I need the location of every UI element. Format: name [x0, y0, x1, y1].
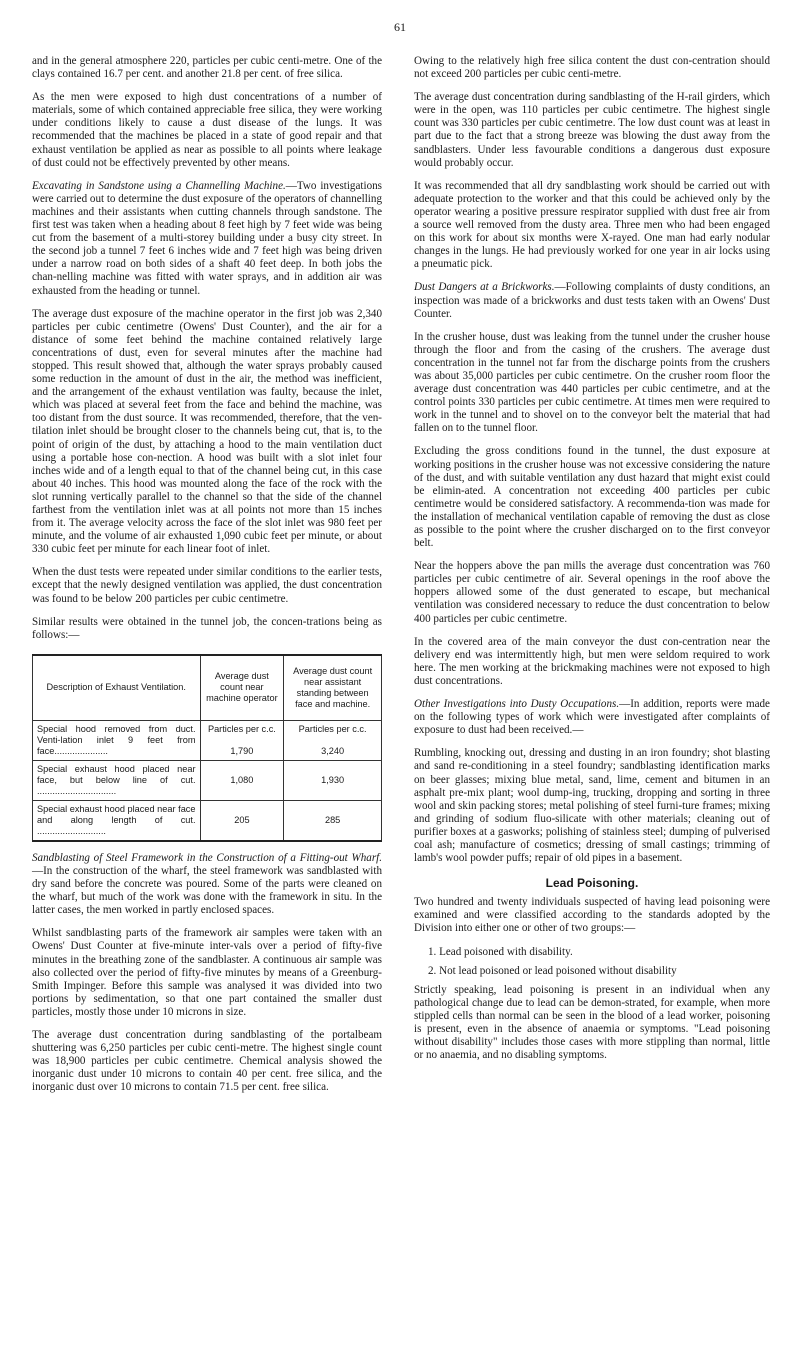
table-row	[33, 760, 382, 800]
section-heading: Sandblasting of Steel Framework in the Construction of a Fitting-out Wharf.	[32, 851, 382, 864]
right-column	[414, 55, 770, 1072]
table-header: Average dust count near assistant standing between face and machine.	[284, 655, 382, 721]
section-heading: Excavating in Sandstone using a Channelling Machine.	[32, 179, 286, 192]
paragraph: Near the hoppers above the pan mills the average dust concentration was 760 particles per cubic centimetre of air. Several openings in the roof above the hoppers allowed some of the dust generated to escape, but mechanical ventilation was considered necessary to reduce the dust concentration to below 400 particles per cubic centimetre.	[414, 560, 770, 625]
table-row	[33, 720, 382, 760]
section-heading: Dust Dangers at a Brickworks.	[414, 281, 555, 294]
paragraph	[414, 698, 770, 737]
table-cell: Special exhaust hood placed near face and along length of cut. ...........................	[33, 800, 201, 841]
paragraph	[32, 852, 382, 917]
table-row	[33, 800, 382, 841]
list-item: 2. Not lead poisoned or lead poisoned without disability	[428, 964, 677, 977]
lead-poisoning-heading: Lead Poisoning.	[545, 876, 639, 891]
paragraph-text: —Following complaints of dusty conditions, an inspection was made of a brickworks and dust tests taken with an Owens' Dust Counter.	[414, 281, 770, 320]
paragraph	[32, 180, 382, 298]
paragraph: When the dust tests were repeated under similar conditions to the earlier tests, except that the newly designed ventilation was applied, the dust concentration was found to be below 200 particles per cubic centimetre.	[32, 566, 382, 605]
table-header: Average dust count near machine operator	[200, 655, 284, 721]
unit-label: Particles per c.c.	[207, 723, 276, 734]
paragraph: It was recommended that all dry sandblasting work should be carried out with adequate protection to the worker and that this could be achieved only by the operator wearing a positive pressure respirator supplied with dust free air from a source well removed from the dusty area. Three men who had been engaged on this work for about six months were X-rayed. One man had early nodular changes in the lungs. He had previously worked for one year in air locks using a pneumatic pick.	[414, 179, 770, 271]
paragraph: In the covered area of the main conveyor the dust con-centration near the delivery end was intermittently high, but men were seldom required to work here. The men working at the brickmaking machines were not exposed to high dust concentrations.	[414, 635, 770, 687]
paragraph: As the men were exposed to high dust concentrations of a number of materials, some of which contained appreciable free silica, they were working under conditions likely to cause a dust disease of the lungs. It was recommended that the machines be placed in a state of good repair and that exhaust ventilation be applied as near as possible to all points where leakage of dust could not be effectively prevented by other means.	[32, 91, 382, 169]
paragraph: In the crusher house, dust was leaking from the tunnel under the crusher house through the floor and from the casing of the crushers. The average dust concentration in the tunnel not far from the discharge points from the crushers was about 35,000 particles per cubic centimetre. On the crusher room floor the average dust concentration was 440 particles per cubic centimetre, and at the control points 330 particles per cubic centimetre. At times men were required to work in the tunnel and to shovel on to the conveyor belt the material that had fallen on to the tunnel floor.	[414, 330, 770, 435]
ventilation-table	[32, 654, 382, 842]
paragraph: The average dust concentration during sandblasting of the H-rail girders, which were in the open, was 110 particles per cubic centimetre. The highest single count was 330 particles per cubic centimetre. The low dust count was at least in part due to the fact that a strong breeze was blowing the dust away from the sandblasters. Under less favourable conditions a dangerous dust exposure would probably occur.	[414, 91, 770, 169]
cell-value: 3,240	[321, 745, 345, 756]
paragraph: Similar results were obtained in the tunnel job, the concen-trations being as follows:—	[32, 615, 382, 641]
unit-label: Particles per c.c.	[298, 723, 367, 734]
paragraph	[414, 281, 770, 320]
table-cell: 285	[284, 800, 382, 841]
table-header: Description of Exhaust Ventilation.	[33, 655, 201, 721]
paragraph: Whilst sandblasting parts of the framework air samples were taken with an Owens' Dust Counter at five-minute inter-vals over a period of fifty-five minutes in the breathing zone of the sandblaster. A continuous air sample was also collected over the period of fifty-five minutes by means of a Greenburg-Smith Impinger. Before this sample was analysed it was divided into two portions by sedimentation, so that one part contained the smaller dust particles, mostly those under 10 microns in size.	[32, 927, 382, 1018]
section-heading: Other Investigations into Dusty Occupations.	[414, 698, 620, 711]
paragraph: The average dust exposure of the machine operator in the first job was 2,340 particles per cubic centimetre (Owens' Dust Counter), and the air for a distance of some feet behind the machine contained relatively large concentrations of dust, even for several minutes after the machine had stopped. This result showed that, although the water sprays probably caused some reduction in the amount of dust in the air, the method was inefficient, and the arrangement of the exhaust ventilation was faulty, because the inlet, which was placed at several feet from the face and behind the machine, was too distant from the dust source. It was recommended, therefore, that the ven-tilation inlet should be brought closer to the channels being cut, that is, to the point of origin of the dust, by attaching a hood to the main ventilation duct using a portable hose con-nection. A hood was built with a slot inlet four inches wide and of a length equal to that of the channel being cut, in this case about 40 inches. This hood was mounted along the face of the rock with the slot running vertically parallel to the channel so that the side of the channel farthest from the ventilation inlet was at all points not more than 15 inches from it. The average velocity across the face of the slot inlet was 980 feet per minute, and the volume of air exhausted 1,090 cubic feet per minute, or about 330 cubic feet per minute for each linear foot of inlet.	[32, 307, 382, 556]
paragraph-text: —Two investigations were carried out to determine the dust exposure of the operators of channelling machines and their assistants when cutting channels through sandstone. The first test was taken when a heading about 8 feet high by 7 feet wide was being cut from the basement of a multi-storey building under a busy city street. In the second job a tunnel 7 feet 6 inches wide and 7 feet high was being driven under a narrow road on both sides of a shaft 40 feet deep. In both jobs the chan-nelling machine was fitted with water sprays, and in addition air was exhausted from the heading or tunnel.	[32, 179, 382, 297]
paragraph: Two hundred and twenty individuals suspected of having lead poisoning were examined and were classified according to the standards adopted by the Division into either one or other of two groups:—	[414, 896, 770, 935]
table-cell: 205	[200, 800, 284, 841]
page-number: 61	[394, 20, 406, 34]
paragraph-text: —In the construction of the wharf, the steel framework was sandblasted with dry sand before the concrete was poured. Some of the parts were cleaned on the wharf, but much of the work was done with the framework in situ. In the latter cases, the men worked in partly enclosed spaces.	[32, 864, 382, 917]
table-cell: Special hood removed from duct. Venti-lation inlet 9 feet from face.....................	[33, 720, 201, 760]
paragraph-text: —In addition, reports were made on the following types of work which were investigated after complaints of exposure to dust had been received.—	[414, 698, 770, 737]
paragraph: The average dust concentration during sandblasting of the portalbeam shuttering was 6,250 particles per cubic centi-metre. The highest single count was 18,900 particles per cubic centimetre. Chemical analysis showed the inorganic dust under 10 microns to contain 40 per cent. free silica, and the inorganic dust over 10 microns to contain 71.5 per cent. free silica.	[32, 1028, 382, 1094]
paragraph: Excluding the gross conditions found in the tunnel, the dust exposure at working positions in the crusher house was not excessive considering the nature of the dust, and with suitable ventilation any dust hazard that might exist could be elimin-ated. A concentration not exceeding 400 particles per cubic centimetre would be considered satisfactory. A recommenda-tion was made for the installation of mechanical ventilation capable of removing the dust as close as possible to the point where the crusher discharged on to the first conveyor belt.	[414, 445, 770, 550]
table-cell	[284, 720, 382, 760]
list-item: 1. Lead poisoned with disability.	[428, 945, 573, 958]
cell-value: 1,790	[230, 745, 254, 756]
table-cell	[200, 720, 284, 760]
table-cell: Special exhaust hood placed near face, but below line of cut. ...............................	[33, 760, 201, 800]
paragraph: Strictly speaking, lead poisoning is present in an individual when any pathological change due to lead can be demon-strated, for example, when more stippled cells than normal can be seen in the blood of a lead worker, poisoning is present, even in the absence of anaemia or symptoms. "Lead poisoning without disability" includes those cases with more stippling than normal, little or no anaemia, and no disabling symptoms.	[414, 983, 770, 1062]
paragraph: and in the general atmosphere 220, particles per cubic centi-metre. One of the clays contained 16.7 per cent. and another 21.8 per cent. of free silica.	[32, 55, 382, 81]
paragraph: Rumbling, knocking out, dressing and dusting in an iron foundry; shot blasting and sand re-conditioning in a steel foundry; sandblasting identification marks on beer glasses; mixing blue metal, sand, lime, cement and bitumen in an asphalt pre-mix plant; wool dump-ing, trucking, dropping and sorting in three wool and skin packing stores; metal polishing of steel furni-ture frames; mixing and grinding of sodium fluo-silicate with other materials; cleaning out of purifier boxes at a gasworks; polishing of stainless steel; dumping of pulverised coal ash; manufacture of cosmetics; dressing of small castings; trimming of lamb's wool powder puffs; repair of old pipes in a basement.	[414, 747, 770, 865]
table-cell: 1,080	[200, 760, 284, 800]
paragraph: Owing to the relatively high free silica content the dust con-centration should not exceed 200 particles per cubic centi-metre.	[414, 55, 770, 81]
table-cell: 1,930	[284, 760, 382, 800]
left-column	[32, 55, 382, 1104]
